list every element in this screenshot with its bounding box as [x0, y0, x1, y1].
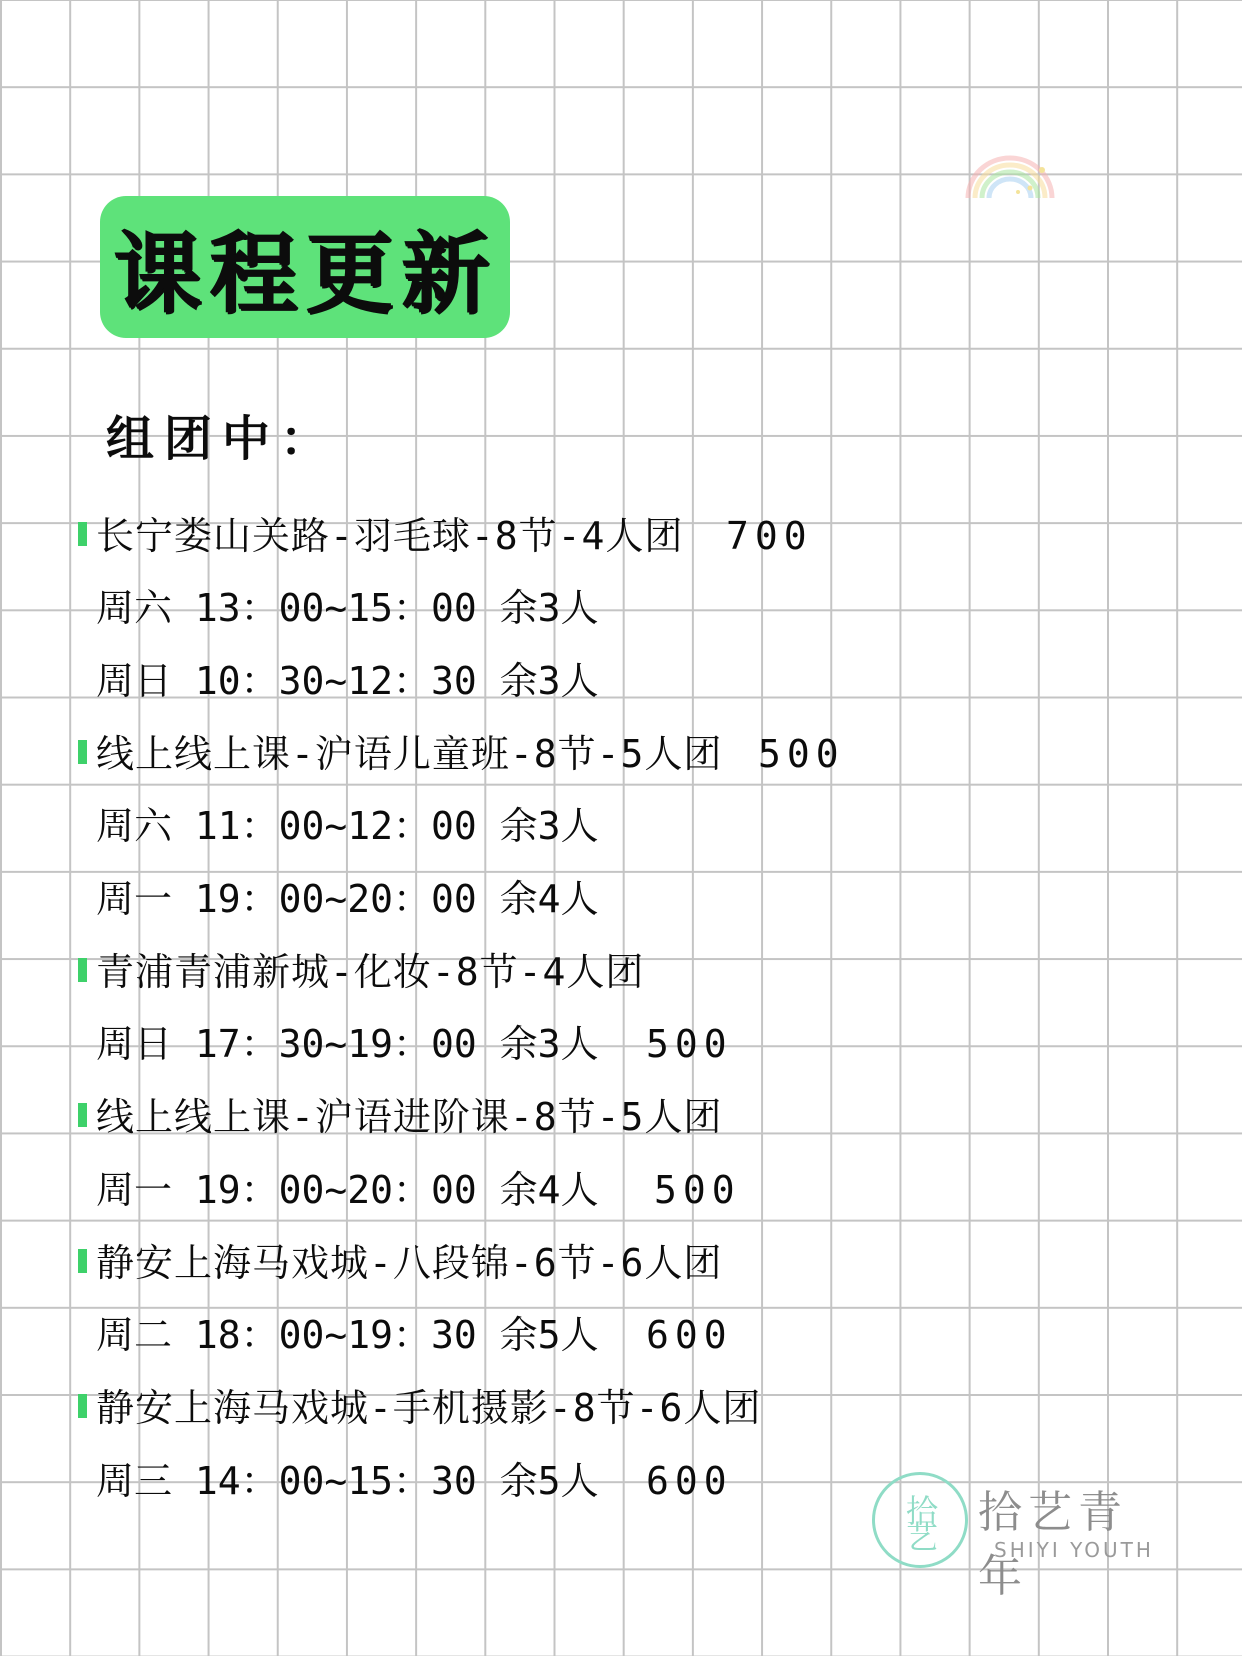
section-heading: 组团中： [106, 411, 339, 467]
session-line: 周六 11：00~12：00 余3人 [96, 804, 599, 848]
brand-name-en: SHIYI YOUTH [994, 1538, 1154, 1562]
brand-name-cn: 拾艺青年 [978, 1487, 1128, 1602]
course-name: 线上线上课-沪语儿童班-8节-5人团 [96, 732, 723, 776]
course-name: 长宁娄山关路-羽毛球-8节-4人团 [96, 514, 684, 558]
logo-badge-text: 拾艺 [901, 1494, 939, 1546]
session-line: 周一 19：00~20：00 余4人 [96, 877, 599, 921]
bullet-icon [78, 958, 87, 982]
course-item [96, 506, 813, 566]
session-text: 周三 14：00~15：30 余5人 [96, 1459, 599, 1503]
course-item [96, 1233, 722, 1293]
session-line: 周日 10：30~12：30 余3人 [96, 659, 599, 703]
bullet-icon [78, 740, 87, 764]
course-price: 600 [646, 1313, 733, 1357]
bullet-icon [78, 1103, 87, 1127]
session-text: 周一 19：00~20：00 余4人 [96, 1168, 599, 1212]
course-price: 500 [654, 1168, 741, 1212]
session-line [96, 1305, 733, 1365]
course-item [96, 1378, 761, 1438]
course-name: 静安上海马戏城-八段锦-6节-6人团 [96, 1241, 723, 1285]
course-price: 700 [726, 514, 813, 558]
course-item [96, 942, 644, 1002]
session-line: 周六 13：00~15：00 余3人 [96, 586, 599, 630]
session-line [96, 1451, 733, 1511]
session-text: 周日 17：30~19：00 余3人 [96, 1022, 599, 1066]
course-price: 600 [646, 1459, 733, 1503]
course-price: 500 [758, 732, 845, 776]
rainbow-sticker-icon [960, 140, 1060, 220]
logo-badge-icon [872, 1472, 968, 1568]
session-text: 周二 18：00~19：30 余5人 [96, 1313, 599, 1357]
brand-logo [872, 1466, 1172, 1602]
course-name: 静安上海马戏城-手机摄影-8节-6人团 [96, 1386, 762, 1430]
page-title: 课程更新 [112, 222, 497, 325]
bullet-icon [78, 1249, 87, 1273]
title-banner [100, 196, 510, 338]
course-item [96, 1087, 722, 1147]
course-name: 青浦青浦新城-化妆-8节-4人团 [96, 950, 645, 994]
course-name: 线上线上课-沪语进阶课-8节-5人团 [96, 1095, 723, 1139]
course-price: 500 [646, 1022, 733, 1066]
session-line [96, 1160, 741, 1220]
bullet-icon [78, 1394, 87, 1418]
session-line [96, 1014, 733, 1074]
course-item [96, 724, 845, 784]
bullet-icon [78, 522, 87, 546]
